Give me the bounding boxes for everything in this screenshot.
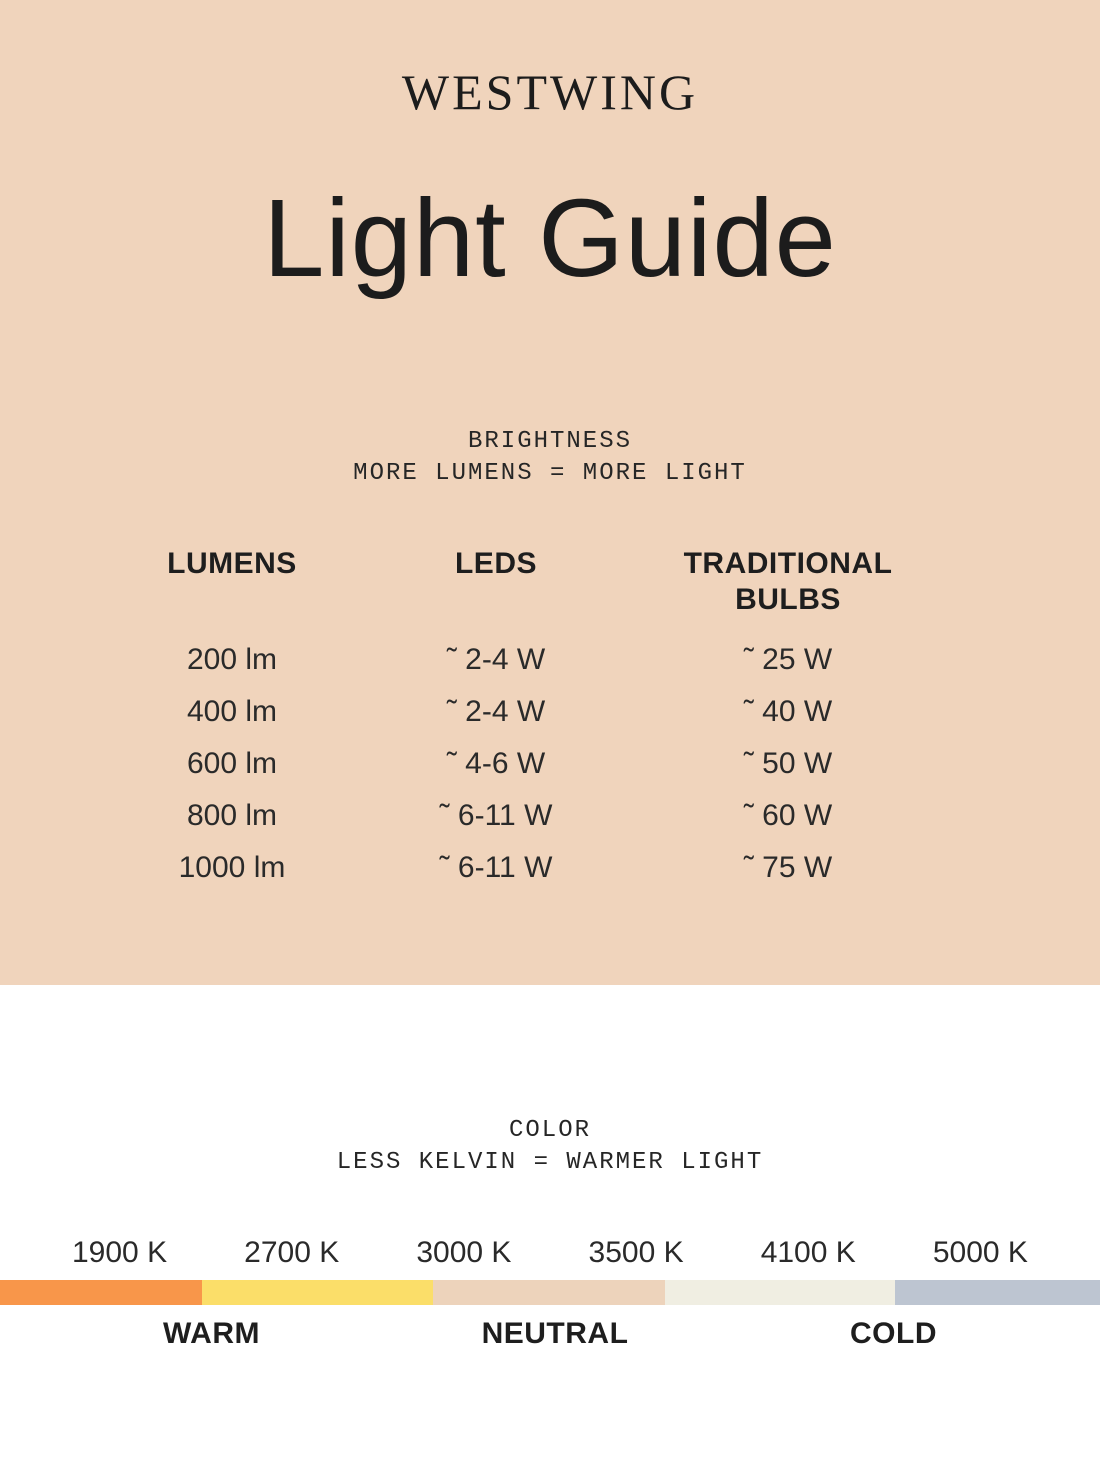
page-title: Light Guide (263, 176, 837, 300)
led-watts-value: ˜ 6-11 W (439, 850, 553, 884)
table-row (100, 634, 948, 686)
scale-segment-warm-orange (0, 1280, 202, 1305)
color-heading: COLOR (508, 1117, 591, 1144)
scale-segment-neutral-tan (433, 1280, 665, 1305)
column-header-traditional-bulbs: TRADITIONAL BULBS (683, 546, 893, 616)
brightness-heading: BRIGHTNESS (467, 427, 633, 455)
table-row (100, 686, 948, 738)
temperature-label-neutral: NEUTRAL (481, 1317, 629, 1350)
color-temperature-scale-bar (0, 1280, 1100, 1305)
kelvin-label-5000: 5000 K (932, 1236, 1028, 1269)
bulb-watts-value: ˜ 60 W (743, 798, 833, 832)
lumens-value: 600 lm (186, 746, 278, 780)
temperature-labels-row (0, 1315, 1100, 1353)
table-row (100, 790, 948, 842)
scale-segment-neutral-cream (665, 1280, 895, 1305)
bulb-watts-value: ˜ 75 W (743, 850, 833, 884)
color-section (0, 985, 1100, 1467)
brand-logo: WESTWING (401, 64, 699, 120)
color-intro (0, 985, 1100, 1179)
kelvin-label-3000: 3000 K (416, 1236, 512, 1269)
brightness-subheading: MORE LUMENS = MORE LIGHT (353, 459, 747, 487)
kelvin-labels-row (0, 1233, 1100, 1273)
lumens-table (100, 546, 948, 894)
temperature-label-cold: COLD (850, 1317, 937, 1350)
column-header-leds: LEDS (454, 546, 537, 580)
temperature-label-warm: WARM (163, 1317, 260, 1350)
brightness-intro (0, 426, 1100, 490)
scale-segment-warm-yellow (202, 1280, 433, 1305)
kelvin-label-2700: 2700 K (244, 1236, 340, 1269)
table-row (100, 738, 948, 790)
scale-segment-cold-blue (895, 1280, 1100, 1305)
color-subheading: LESS KELVIN = WARMER LIGHT (336, 1149, 764, 1176)
bulb-watts-value: ˜ 40 W (743, 694, 833, 728)
kelvin-label-3500: 3500 K (588, 1236, 684, 1269)
lumens-value: 200 lm (186, 642, 278, 676)
table-row (100, 842, 948, 894)
led-watts-value: ˜ 2-4 W (446, 642, 546, 676)
bulb-watts-value: ˜ 25 W (743, 642, 833, 676)
led-watts-value: ˜ 2-4 W (446, 694, 546, 728)
table-body (100, 634, 948, 894)
led-watts-value: ˜ 6-11 W (439, 798, 553, 832)
lumens-value: 1000 lm (178, 850, 286, 884)
kelvin-label-1900: 1900 K (72, 1236, 168, 1269)
led-watts-value: ˜ 4-6 W (446, 746, 546, 780)
bulb-watts-value: ˜ 50 W (743, 746, 833, 780)
table-header-row (100, 546, 948, 618)
lumens-value: 800 lm (186, 798, 278, 832)
lumens-value: 400 lm (186, 694, 278, 728)
kelvin-label-4100: 4100 K (760, 1236, 856, 1269)
column-header-lumens: LUMENS (167, 546, 297, 580)
